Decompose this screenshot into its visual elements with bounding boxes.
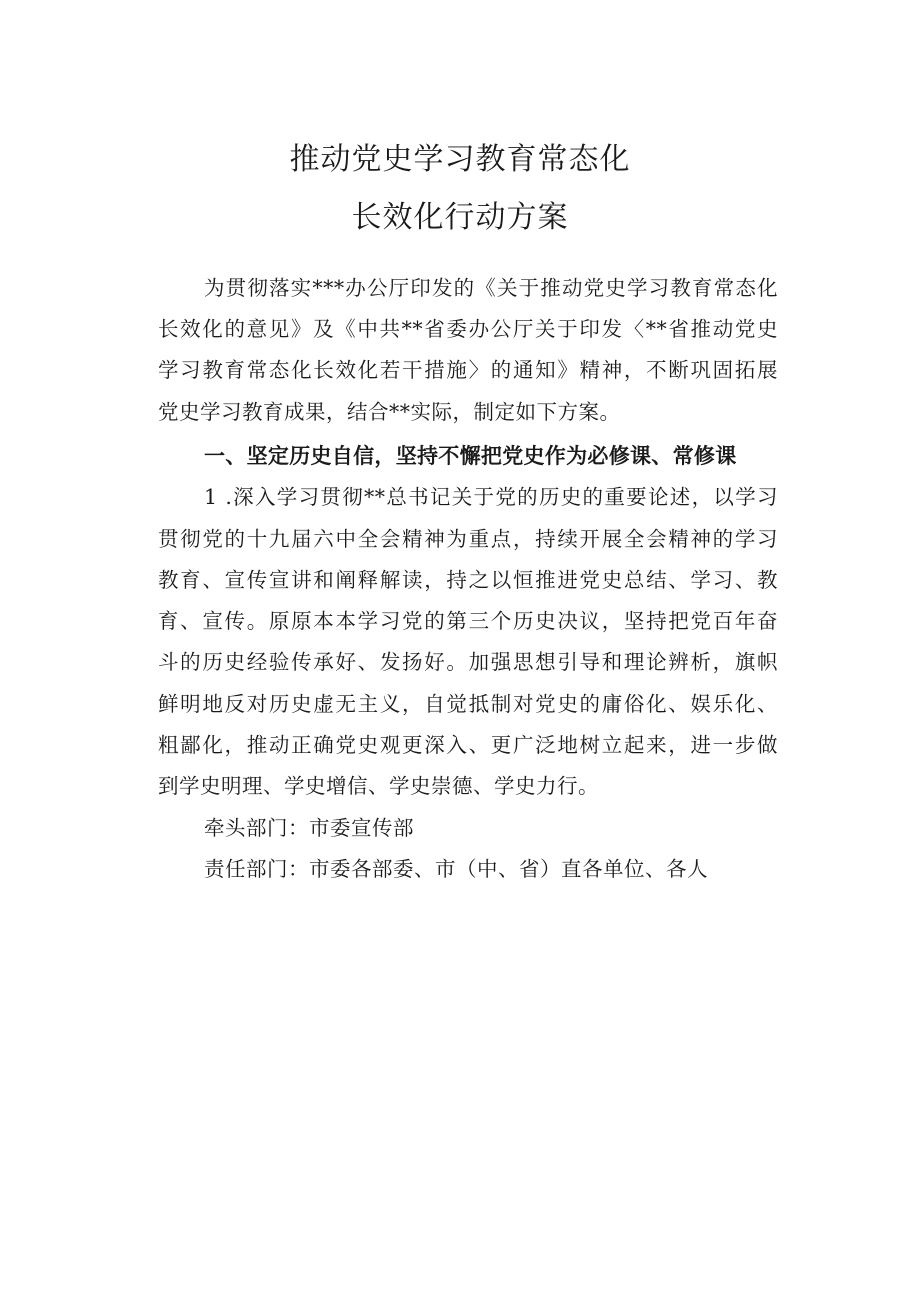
item-paragraph-line: 斗的历史经验传承好、发扬好。加强思想引导和理论辨析，旗帜 (158, 650, 778, 674)
item-paragraph-line: 教育、宣传宣讲和阐释解读，持之以恒推进党史总结、学习、教 (158, 568, 778, 592)
item-paragraph-line: 鲜明地反对历史虚无主义，自觉抵制对党史的庸俗化、娱乐化、 (158, 692, 778, 716)
intro-paragraph-line: 为贯彻落实***办公厅印发的《关于推动党史学习教育常态化 (204, 276, 778, 300)
lead-department: 牵头部门：市委宣传部 (204, 816, 414, 840)
item-paragraph-line: 粗鄙化，推动正确党史观更深入、更广泛地树立起来，进一步做 (158, 733, 778, 757)
section-heading: 一、坚定历史自信，坚持不懈把党史作为必修课、常修课 (204, 444, 737, 468)
document-title-line-2: 长效化行动方案 (351, 200, 569, 235)
item-paragraph-line: 到学史明理、学史增信、学史崇德、学史力行。 (158, 774, 599, 798)
responsible-department: 责任部门：市委各部委、市（中、省）直各单位、各人 (204, 857, 708, 881)
item-paragraph-line: 育、宣传。原原本本学习党的第三个历史决议，坚持把党百年奋 (158, 609, 778, 633)
item-paragraph-line: 贯彻党的十九届六中全会精神为重点，持续开展全会精神的学习 (158, 527, 778, 551)
intro-paragraph-line: 学习教育常态化长效化若干措施〉的通知》精神，不断巩固拓展 (158, 358, 778, 382)
item-paragraph-line: 1 .深入学习贯彻**总书记关于党的历史的重要论述，以学习 (204, 485, 778, 509)
intro-paragraph-line: 党史学习教育成果，结合**实际，制定如下方案。 (158, 400, 621, 424)
intro-paragraph-line: 长效化的意见》及《中共**省委办公厅关于印发〈**省推动党史 (158, 317, 778, 341)
document-title-line-1: 推动党史学习教育常态化 (289, 142, 631, 177)
